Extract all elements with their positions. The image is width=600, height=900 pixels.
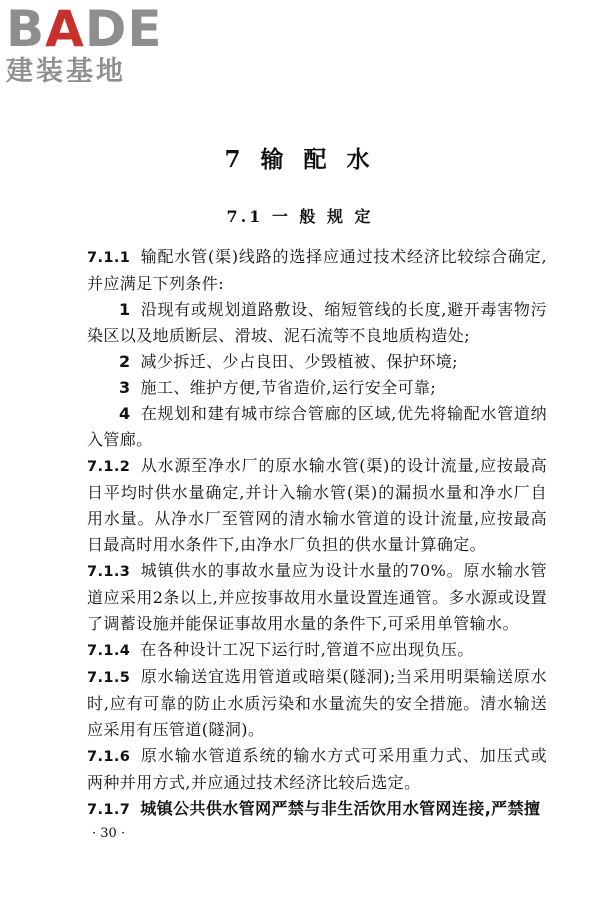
clause-number: 7.1.4 — [87, 643, 131, 659]
clause-number: 7.1.5 — [87, 670, 131, 686]
list-item-2 — [87, 349, 547, 375]
clause-number: 7.1.6 — [87, 749, 131, 765]
clause-7-1-1 — [87, 244, 547, 297]
list-item-4 — [87, 401, 547, 453]
logo-letter-b: B — [6, 0, 46, 58]
item-text: 沿现有或规划道路敷设、缩短管线的长度,避开毒害物污染区以及地质断层、滑坡、泥石流等不良地质构造处; — [87, 300, 547, 345]
logo-wordmark — [6, 0, 176, 58]
clause-7-1-7 — [87, 796, 547, 823]
logo — [6, 0, 176, 88]
logo-letter-a: A — [45, 0, 85, 58]
item-number: 4 — [119, 404, 131, 423]
clause-text: 原水输送宜选用管道或暗渠(隧洞);当采用明渠输送原水时,应有可靠的防止水质污染和水量流失的安全措施。清水输送应采用有压管道(隧洞)。 — [87, 667, 547, 739]
section-title: 7.1 一 般 规 定 — [226, 207, 374, 226]
clause-text: 从水源至净水厂的原水输水管(渠)的设计流量,应按最高日平均时供水量确定,并计入输水管(渠)的漏损水量和净水厂自用水量。从净水厂至管网的清水输水管道的设计流量,应按最高日最高时用水条件下,由净水厂负担的供水量计算确定。 — [87, 456, 547, 554]
item-text: 施工、维护方便,节省造价,运行安全可靠; — [140, 378, 437, 397]
clause-text: 在各种设计工况下运行时,管道不应出现负压。 — [140, 640, 474, 659]
list-item-3 — [87, 375, 547, 401]
clause-number: 7.1.7 — [87, 802, 131, 818]
item-number: 1 — [119, 300, 131, 319]
item-text: 在规划和建有城市综合管廊的区域,优先将输配水管道纳入管廊。 — [87, 404, 547, 449]
clause-7-1-4 — [87, 637, 547, 664]
page-number: · 30 · — [92, 826, 126, 841]
clause-text: 城镇供水的事故水量应为设计水量的70%。原水输水管道应采用2条以上,并应按事故用水量设置连通管。多水源或设置了调蓄设施并能保证事故用水量的条件下,可采用单管输水。 — [87, 561, 547, 633]
document-body — [87, 244, 547, 823]
logo-subtitle: 建装基地 — [6, 56, 126, 87]
item-number: 2 — [119, 352, 131, 371]
clause-text: 原水输水管道系统的输水方式可采用重力式、加压式或两种并用方式,并应通过技术经济比较后选定。 — [87, 746, 547, 792]
clause-7-1-3 — [87, 558, 547, 637]
clause-text: 输配水管(渠)线路的选择应通过技术经济比较综合确定,并应满足下列条件: — [87, 247, 547, 293]
clause-7-1-5 — [87, 664, 547, 743]
chapter-title: 7 输 配 水 — [224, 146, 376, 173]
clause-number: 7.1.3 — [87, 564, 131, 580]
logo-letters-de: DE — [84, 0, 163, 58]
clause-text: 城镇公共供水管网严禁与非生活饮用水管网连接,严禁擅 — [140, 799, 541, 818]
clause-7-1-6 — [87, 743, 547, 796]
item-number: 3 — [119, 378, 131, 397]
clause-number: 7.1.1 — [87, 250, 131, 266]
clause-number: 7.1.2 — [87, 459, 131, 475]
item-text: 减少拆迁、少占良田、少毁植被、保护环境; — [140, 352, 458, 371]
clause-7-1-2 — [87, 453, 547, 558]
list-item-1 — [87, 297, 547, 349]
